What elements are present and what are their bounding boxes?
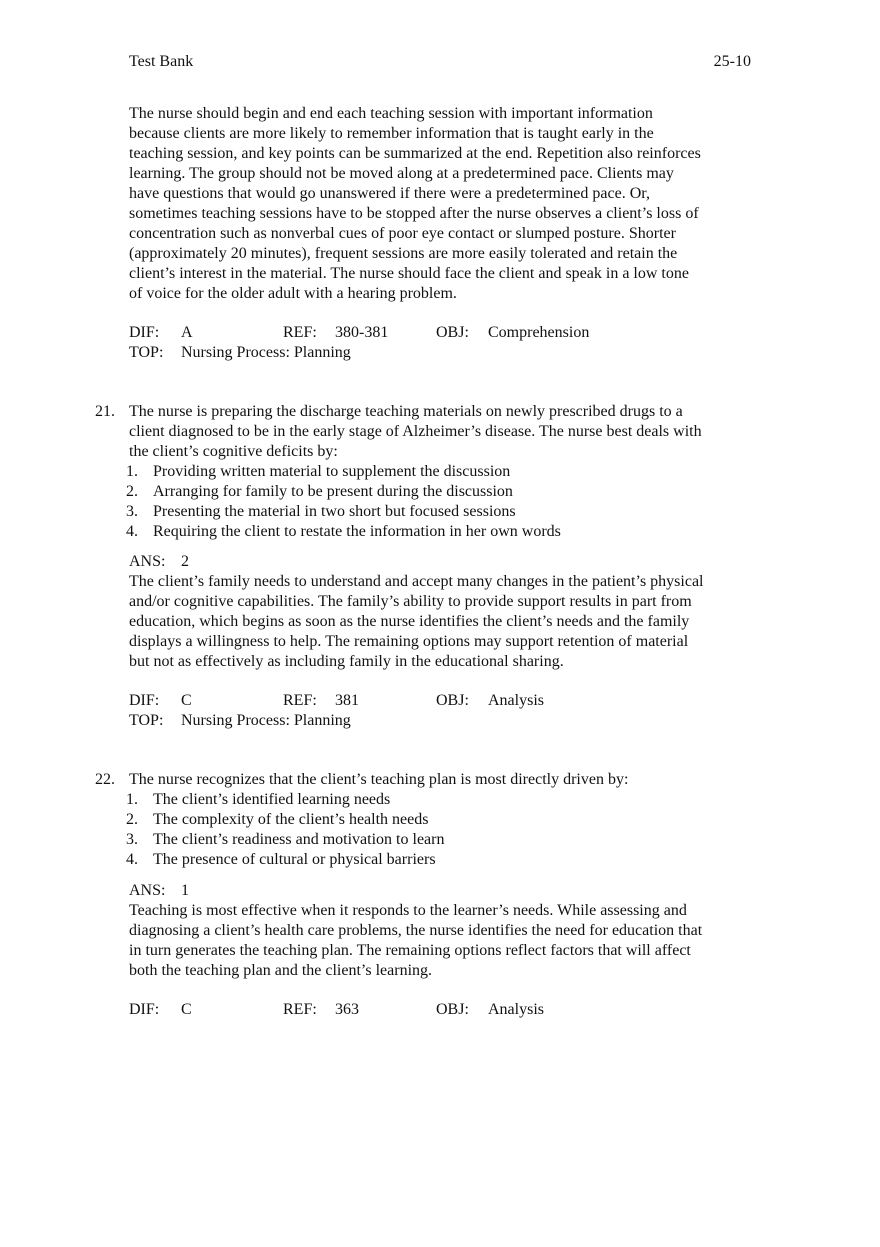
- dif-label: DIF:: [129, 692, 160, 709]
- ref-value: 380-381: [335, 324, 389, 341]
- option-number: 2.: [126, 483, 138, 500]
- option-number: 4.: [126, 851, 138, 868]
- top-label: TOP:: [129, 344, 164, 361]
- dif-value: C: [181, 692, 192, 709]
- ref-label: REF:: [283, 324, 317, 341]
- question-number: 21.: [95, 403, 115, 420]
- answer-option: [126, 810, 753, 830]
- answer-value: 1: [181, 882, 189, 899]
- answer-option: [126, 850, 753, 870]
- answer-label: ANS:: [129, 882, 166, 899]
- meta-line: [129, 691, 753, 711]
- option-text: The client’s identified learning needs: [153, 791, 391, 808]
- obj-label: OBJ:: [436, 324, 469, 341]
- rationale-line: learning. The group should not be moved along at a predetermined pace. Clients may: [129, 165, 674, 182]
- obj-value: Analysis: [488, 692, 544, 709]
- meta-21: [129, 691, 753, 731]
- option-number: 2.: [126, 811, 138, 828]
- option-text: Requiring the client to restate the information in her own words: [153, 523, 561, 540]
- top-value: Nursing Process: Planning: [181, 712, 351, 729]
- question-stem-line: The nurse is preparing the discharge teaching materials on newly prescribed drugs to a: [129, 403, 683, 420]
- answer-option: [126, 482, 753, 502]
- rationale-line: (approximately 20 minutes), frequent sessions are more easily tolerated and retain the: [129, 245, 678, 262]
- ref-value: 381: [335, 692, 359, 709]
- header-page-number: 25-10: [713, 53, 751, 70]
- question-22: [126, 770, 753, 870]
- rationale-line: diagnosing a client’s health care problems, the nurse identifies the need for education that: [129, 922, 703, 939]
- dif-value: A: [181, 324, 193, 341]
- answer-22: [129, 881, 753, 981]
- top-meta: [129, 323, 753, 363]
- option-number: 1.: [126, 791, 138, 808]
- rationale-line: education, which begins as soon as the nurse identifies the client’s needs and the family: [129, 613, 690, 630]
- top-rationale: [129, 104, 753, 304]
- rationale-line: but not as effectively as including family in the educational sharing.: [129, 653, 564, 670]
- answer-line: [129, 552, 753, 572]
- rationale-line: displays a willingness to help. The remaining options may support retention of material: [129, 633, 689, 650]
- question-number: 22.: [95, 771, 115, 788]
- rationale-line: concentration such as nonverbal cues of poor eye contact or slumped posture. Shorter: [129, 225, 676, 242]
- obj-label: OBJ:: [436, 692, 469, 709]
- answer-option: [126, 830, 753, 850]
- option-text: The presence of cultural or physical barriers: [153, 851, 436, 868]
- question-21: [126, 402, 753, 542]
- ref-label: REF:: [283, 1001, 317, 1018]
- top-label: TOP:: [129, 712, 164, 729]
- question-stem-line: The nurse recognizes that the client’s teaching plan is most directly driven by:: [129, 771, 629, 788]
- answer-value: 2: [181, 553, 189, 570]
- rationale-line: of voice for the older adult with a hearing problem.: [129, 285, 457, 302]
- meta-22: [129, 1000, 753, 1020]
- dif-value: C: [181, 1001, 192, 1018]
- answer-line: [129, 881, 753, 901]
- option-number: 3.: [126, 831, 138, 848]
- answer-label: ANS:: [129, 553, 166, 570]
- option-text: The client’s readiness and motivation to learn: [153, 831, 445, 848]
- rationale-line: both the teaching plan and the client’s learning.: [129, 962, 433, 979]
- rationale-line: The nurse should begin and end each teaching session with important information: [129, 105, 653, 122]
- obj-label: OBJ:: [436, 1001, 469, 1018]
- obj-value: Analysis: [488, 1001, 544, 1018]
- option-number: 4.: [126, 523, 138, 540]
- ref-value: 363: [335, 1001, 359, 1018]
- rationale-line: client’s interest in the material. The nurse should face the client and speak in a low tone: [129, 265, 689, 282]
- dif-label: DIF:: [129, 324, 160, 341]
- option-number: 1.: [126, 463, 138, 480]
- question-stem-line: client diagnosed to be in the early stage of Alzheimer’s disease. The nurse best deals with: [129, 423, 702, 440]
- answer-option: [126, 522, 753, 542]
- ref-label: REF:: [283, 692, 317, 709]
- rationale-line: Teaching is most effective when it responds to the learner’s needs. While assessing and: [129, 902, 687, 919]
- option-text: The complexity of the client’s health needs: [153, 811, 429, 828]
- rationale-line: The client’s family needs to understand and accept many changes in the patient’s physical: [129, 573, 704, 590]
- answer-option: [126, 462, 753, 482]
- answer-option: [126, 790, 753, 810]
- rationale-line: have questions that would go unanswered if there were a predetermined pace. Or,: [129, 185, 650, 202]
- option-text: Arranging for family to be present during the discussion: [153, 483, 513, 500]
- rationale-line: teaching session, and key points can be summarized at the end. Repetition also reinforces: [129, 145, 701, 162]
- meta-line: [129, 1000, 753, 1020]
- meta-line: [129, 323, 753, 343]
- rationale-line: and/or cognitive capabilities. The family’s ability to provide support results in part from: [129, 593, 692, 610]
- obj-value: Comprehension: [488, 324, 590, 341]
- question-stem-line: the client’s cognitive deficits by:: [129, 443, 338, 460]
- dif-label: DIF:: [129, 1001, 160, 1018]
- top-value: Nursing Process: Planning: [181, 344, 351, 361]
- answer-option: [126, 502, 753, 522]
- rationale-line: because clients are more likely to remember information that is taught early in the: [129, 125, 654, 142]
- option-text: Providing written material to supplement the discussion: [153, 463, 511, 480]
- meta-line: [129, 343, 753, 363]
- header-title: Test Bank: [129, 53, 194, 70]
- answer-21: [129, 552, 753, 672]
- meta-line: [129, 711, 753, 731]
- option-text: Presenting the material in two short but focused sessions: [153, 503, 516, 520]
- option-number: 3.: [126, 503, 138, 520]
- rationale-line: sometimes teaching sessions have to be stopped after the nurse observes a client’s loss of: [129, 205, 699, 222]
- rationale-line: in turn generates the teaching plan. The remaining options reflect factors that will affect: [129, 942, 691, 959]
